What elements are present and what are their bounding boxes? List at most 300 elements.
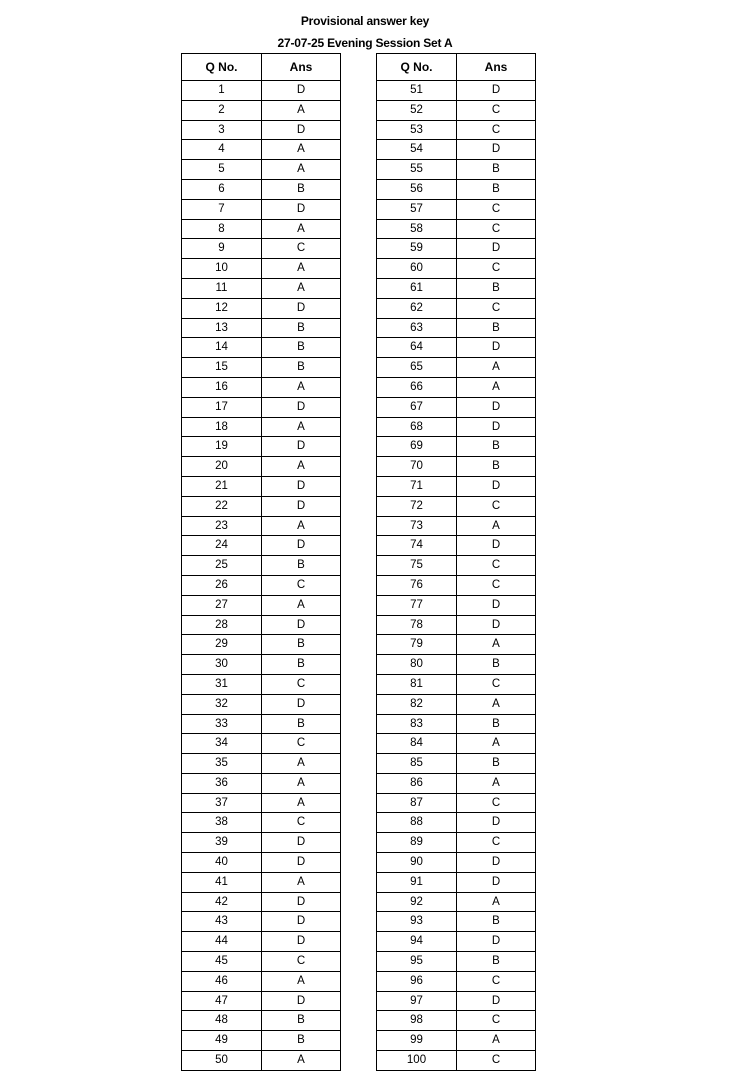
table-row [377,338,536,358]
question-number: 52 [377,100,457,120]
question-number: 28 [182,615,262,635]
answer-value: A [457,1031,536,1051]
table-row [182,100,341,120]
question-number: 26 [182,575,262,595]
answer-value: C [457,556,536,576]
answer-value: C [457,100,536,120]
answer-value: C [457,1011,536,1031]
answer-value: B [457,160,536,180]
table-row [377,437,536,457]
table-row [377,496,536,516]
question-number: 37 [182,793,262,813]
question-number: 15 [182,358,262,378]
table-row [182,1011,341,1031]
table-row [377,714,536,734]
question-number: 16 [182,377,262,397]
answer-value: D [457,932,536,952]
answer-value: B [457,179,536,199]
question-number: 35 [182,754,262,774]
question-number: 45 [182,952,262,972]
question-number: 87 [377,793,457,813]
answer-value: A [457,635,536,655]
table-row [182,318,341,338]
table-row [377,179,536,199]
question-number: 81 [377,674,457,694]
table-row [182,595,341,615]
table-row [377,140,536,160]
ans-header: Ans [262,54,341,81]
ans-header: Ans [457,54,536,81]
table-row [182,81,341,101]
answer-value: A [262,516,341,536]
question-number: 48 [182,1011,262,1031]
question-number: 53 [377,120,457,140]
table-row [182,793,341,813]
answer-value: B [457,655,536,675]
table-row [182,655,341,675]
table-row [377,575,536,595]
qno-header: Q No. [182,54,262,81]
answer-value: B [457,457,536,477]
question-number: 77 [377,595,457,615]
table-row [182,813,341,833]
question-number: 83 [377,714,457,734]
table-row [182,615,341,635]
question-number: 71 [377,476,457,496]
table-row [377,773,536,793]
answer-value: A [457,734,536,754]
table-row [182,971,341,991]
table-row [377,81,536,101]
answer-value: D [262,437,341,457]
table-row [377,892,536,912]
answer-value: D [457,140,536,160]
question-number: 93 [377,912,457,932]
table-row [377,734,536,754]
table-row [377,457,536,477]
answer-value: D [262,694,341,714]
answer-value: D [262,912,341,932]
question-number: 3 [182,120,262,140]
question-number: 54 [377,140,457,160]
answer-value: B [262,556,341,576]
table-row [182,437,341,457]
table-row [182,714,341,734]
answer-value: B [262,1011,341,1031]
table-row [182,120,341,140]
question-number: 72 [377,496,457,516]
table-row [182,912,341,932]
table-row [377,259,536,279]
table-row [377,1031,536,1051]
question-number: 62 [377,298,457,318]
question-number: 40 [182,853,262,873]
question-number: 82 [377,694,457,714]
question-number: 43 [182,912,262,932]
table-row [182,219,341,239]
table-row [377,833,536,853]
answer-value: D [457,476,536,496]
answer-value: C [457,674,536,694]
answer-value: A [262,417,341,437]
table-row [377,694,536,714]
table-row [182,575,341,595]
question-number: 5 [182,160,262,180]
table-row [182,754,341,774]
table-row [182,833,341,853]
question-number: 55 [377,160,457,180]
answer-value: C [262,575,341,595]
answer-value: D [262,892,341,912]
question-number: 78 [377,615,457,635]
table-row [182,239,341,259]
question-number: 84 [377,734,457,754]
question-number: 23 [182,516,262,536]
table-row [377,655,536,675]
question-number: 21 [182,476,262,496]
question-number: 29 [182,635,262,655]
question-number: 67 [377,397,457,417]
question-number: 92 [377,892,457,912]
table-row [182,259,341,279]
question-number: 100 [377,1051,457,1071]
table-row [377,793,536,813]
table-row [377,991,536,1011]
question-number: 96 [377,971,457,991]
table-row [182,417,341,437]
question-number: 33 [182,714,262,734]
question-number: 69 [377,437,457,457]
table-row [182,516,341,536]
question-number: 98 [377,1011,457,1031]
question-number: 60 [377,259,457,279]
answer-value: A [262,259,341,279]
answer-value: A [457,773,536,793]
answer-value: B [457,952,536,972]
question-number: 7 [182,199,262,219]
answer-value: D [457,615,536,635]
answer-value: D [262,932,341,952]
table-row [377,853,536,873]
answer-value: A [457,694,536,714]
answer-value: D [262,476,341,496]
question-number: 97 [377,991,457,1011]
answer-value: D [457,536,536,556]
answer-value: B [262,318,341,338]
answer-value: D [262,536,341,556]
question-number: 76 [377,575,457,595]
answer-value: A [457,516,536,536]
question-number: 39 [182,833,262,853]
answer-value: D [457,81,536,101]
table-row [377,417,536,437]
table-row [182,397,341,417]
table-row [377,219,536,239]
answer-table-left [181,53,341,1071]
question-number: 6 [182,179,262,199]
answer-value: D [262,397,341,417]
table-row [182,377,341,397]
table-row [182,635,341,655]
answer-value: C [457,219,536,239]
question-number: 68 [377,417,457,437]
table-row [377,377,536,397]
answer-value: D [262,496,341,516]
answer-value: B [457,278,536,298]
question-number: 86 [377,773,457,793]
answer-value: A [262,278,341,298]
question-number: 30 [182,655,262,675]
table-row [377,476,536,496]
table-row [377,318,536,338]
page-subtitle: 27-07-25 Evening Session Set A [277,36,453,50]
table-row [377,615,536,635]
answer-value: D [262,615,341,635]
question-number: 79 [377,635,457,655]
answer-value: B [262,338,341,358]
table-row [377,358,536,378]
answer-value: C [262,674,341,694]
question-number: 74 [377,536,457,556]
table-row [377,952,536,972]
table-row [377,872,536,892]
table-row [377,635,536,655]
answer-value: D [457,417,536,437]
answer-value: A [262,872,341,892]
question-number: 36 [182,773,262,793]
question-number: 14 [182,338,262,358]
table-row [182,872,341,892]
question-number: 58 [377,219,457,239]
question-number: 59 [377,239,457,259]
question-number: 63 [377,318,457,338]
question-number: 22 [182,496,262,516]
answer-value: B [262,358,341,378]
table-row [182,358,341,378]
table-row [377,536,536,556]
answer-value: B [262,714,341,734]
table-row [182,278,341,298]
answer-value: D [457,853,536,873]
answer-value: B [262,1031,341,1051]
table-row [182,496,341,516]
question-number: 91 [377,872,457,892]
table-row [377,556,536,576]
question-number: 75 [377,556,457,576]
table-row [182,1051,341,1071]
table-row [182,892,341,912]
table-row [377,754,536,774]
answer-value: C [457,199,536,219]
question-number: 20 [182,457,262,477]
table-row [182,932,341,952]
question-number: 90 [377,853,457,873]
question-number: 73 [377,516,457,536]
table-row [377,298,536,318]
answer-value: A [262,595,341,615]
table-row [377,239,536,259]
answer-value: D [262,199,341,219]
answer-value: A [262,160,341,180]
question-number: 41 [182,872,262,892]
answer-value: A [262,100,341,120]
question-number: 9 [182,239,262,259]
answer-value: D [457,595,536,615]
answer-value: B [457,912,536,932]
answer-value: C [457,971,536,991]
answer-value: D [262,120,341,140]
table-row [377,595,536,615]
table-row [377,100,536,120]
answer-value: D [262,833,341,853]
question-number: 64 [377,338,457,358]
question-number: 88 [377,813,457,833]
answer-value: C [262,813,341,833]
question-number: 49 [182,1031,262,1051]
qno-header: Q No. [377,54,457,81]
question-number: 27 [182,595,262,615]
answer-value: D [457,813,536,833]
question-number: 32 [182,694,262,714]
table-row [182,556,341,576]
answer-value: A [457,358,536,378]
table-row [377,912,536,932]
table-row [182,298,341,318]
answer-value: C [457,833,536,853]
question-number: 2 [182,100,262,120]
table-row [182,160,341,180]
answer-value: B [457,714,536,734]
answer-value: B [262,179,341,199]
answer-table-right [376,53,536,1071]
table-row [377,397,536,417]
table-row [182,140,341,160]
question-number: 17 [182,397,262,417]
answer-value: C [457,793,536,813]
table-row [182,1031,341,1051]
page-title: Provisional answer key [300,14,430,28]
answer-value: D [262,991,341,1011]
table-row [377,516,536,536]
question-number: 4 [182,140,262,160]
question-number: 11 [182,278,262,298]
answer-value: C [262,952,341,972]
table-row [377,1011,536,1031]
answer-value: B [262,635,341,655]
table-row [182,179,341,199]
answer-value: C [262,239,341,259]
question-number: 46 [182,971,262,991]
question-number: 8 [182,219,262,239]
table-row [182,674,341,694]
table-row [182,991,341,1011]
answer-value: C [457,120,536,140]
table-row [377,1051,536,1071]
table-row [377,971,536,991]
question-number: 99 [377,1031,457,1051]
answer-value: B [457,437,536,457]
table-row [377,278,536,298]
table-row [182,694,341,714]
answer-value: C [457,259,536,279]
question-number: 80 [377,655,457,675]
question-number: 51 [377,81,457,101]
question-number: 44 [182,932,262,952]
answer-value: D [457,397,536,417]
answer-value: B [457,754,536,774]
table-row [182,536,341,556]
question-number: 34 [182,734,262,754]
table-header-row [377,54,536,81]
table-row [377,813,536,833]
question-number: 10 [182,259,262,279]
question-number: 12 [182,298,262,318]
table-row [377,199,536,219]
answer-value: C [457,575,536,595]
answer-value: A [262,754,341,774]
answer-value: C [262,734,341,754]
question-number: 31 [182,674,262,694]
answer-value: D [457,991,536,1011]
answer-value: D [262,298,341,318]
question-number: 47 [182,991,262,1011]
question-number: 57 [377,199,457,219]
answer-value: D [457,239,536,259]
answer-value: C [457,496,536,516]
answer-value: A [262,793,341,813]
question-number: 56 [377,179,457,199]
question-number: 24 [182,536,262,556]
question-number: 50 [182,1051,262,1071]
question-number: 89 [377,833,457,853]
question-number: 25 [182,556,262,576]
answer-value: D [262,81,341,101]
question-number: 19 [182,437,262,457]
question-number: 95 [377,952,457,972]
question-number: 1 [182,81,262,101]
table-row [182,338,341,358]
answer-value: A [262,377,341,397]
answer-value: C [457,1051,536,1071]
answer-value: A [262,773,341,793]
answer-value: D [457,872,536,892]
table-row [182,457,341,477]
question-number: 38 [182,813,262,833]
table-row [182,734,341,754]
answer-value: A [457,892,536,912]
table-row [182,476,341,496]
answer-value: A [262,1051,341,1071]
table-row [377,932,536,952]
answer-value: D [457,338,536,358]
question-number: 13 [182,318,262,338]
question-number: 85 [377,754,457,774]
question-number: 94 [377,932,457,952]
answer-value: C [457,298,536,318]
table-header-row [182,54,341,81]
table-row [377,160,536,180]
question-number: 18 [182,417,262,437]
table-row [377,120,536,140]
table-row [182,199,341,219]
table-row [182,853,341,873]
answer-value: B [457,318,536,338]
answer-value: A [262,457,341,477]
table-row [182,952,341,972]
question-number: 61 [377,278,457,298]
table-row [182,773,341,793]
answer-value: B [262,655,341,675]
